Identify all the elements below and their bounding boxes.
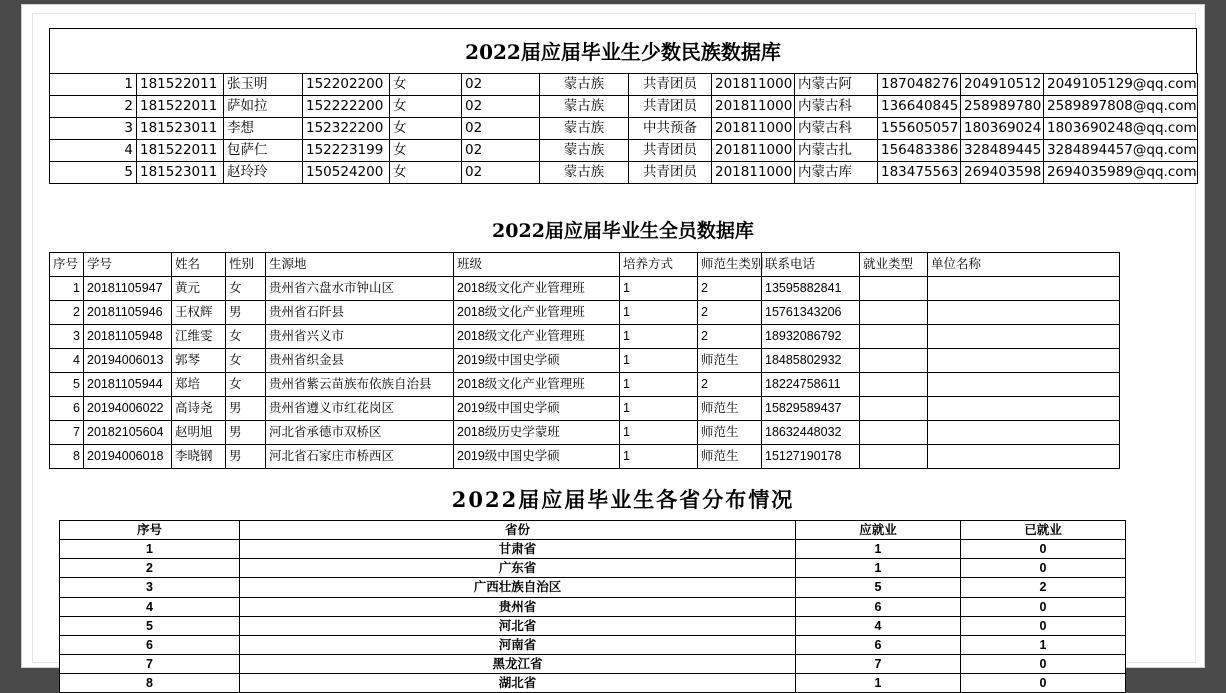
cell: 18224758611: [762, 373, 860, 397]
cell: 2589897808@qq.com: [1044, 96, 1198, 118]
cell: 1: [620, 445, 698, 469]
cell: 男: [226, 397, 266, 421]
cell: [928, 445, 1120, 469]
column-header: 序号: [60, 521, 240, 540]
cell: 女: [390, 118, 462, 140]
cell: 0: [961, 559, 1126, 578]
cell: 2019级中国史学硕: [454, 445, 620, 469]
cell: 2: [698, 277, 762, 301]
cell: 2018级文化产业管理班: [454, 301, 620, 325]
cell: 郑培: [172, 373, 226, 397]
cell: 02: [462, 96, 540, 118]
cell: [860, 301, 928, 325]
cell: 2018级文化产业管理班: [454, 325, 620, 349]
cell: 201811000: [712, 96, 795, 118]
cell: 1: [796, 540, 961, 559]
cell: [928, 301, 1120, 325]
cell: 2: [60, 559, 240, 578]
cell: 贵州省紫云苗族布依族自治县: [266, 373, 454, 397]
cell: [928, 373, 1120, 397]
cell: 6: [796, 635, 961, 654]
cell: 郭琴: [172, 349, 226, 373]
cell: 河北省承德市双桥区: [266, 421, 454, 445]
column-header: 培养方式: [620, 253, 698, 277]
cell: 蒙古族: [540, 162, 629, 184]
document-canvas: [32, 13, 1197, 690]
cell: 8: [60, 674, 240, 693]
cell: 181522011: [137, 140, 224, 162]
cell: 1: [50, 277, 84, 301]
cell: 贵州省遵义市红花岗区: [266, 397, 454, 421]
cell: 河北省: [240, 616, 796, 635]
cell: 李想: [224, 118, 303, 140]
cell: 156483386: [878, 140, 961, 162]
cell: 女: [226, 349, 266, 373]
cell: [928, 421, 1120, 445]
cell: 0: [961, 597, 1126, 616]
cell: 女: [390, 162, 462, 184]
cell: 包萨仁: [224, 140, 303, 162]
section3-title: 2022届应届毕业生各省分布情况: [451, 487, 795, 512]
cell: 15761343206: [762, 301, 860, 325]
cell: 江维雯: [172, 325, 226, 349]
cell: 女: [390, 74, 462, 96]
province-distribution-section: [59, 482, 1187, 693]
cell: [928, 277, 1120, 301]
cell: 2: [961, 578, 1126, 597]
cell: 蒙古族: [540, 96, 629, 118]
table-row: [60, 559, 1126, 578]
cell: 5: [50, 373, 84, 397]
column-header: 序号: [50, 253, 84, 277]
cell: 15127190178: [762, 445, 860, 469]
column-header: 生源地: [266, 253, 454, 277]
cell: 155605057: [878, 118, 961, 140]
cell: 5: [50, 162, 137, 184]
cell: 李晓钢: [172, 445, 226, 469]
cell: [860, 277, 928, 301]
section1-title: 2022届应届毕业生少数民族数据库: [49, 28, 1197, 73]
table-row: [50, 140, 1198, 162]
cell: 贵州省织金县: [266, 349, 454, 373]
cell: 152322200: [303, 118, 390, 140]
cell: 181523011: [137, 118, 224, 140]
cell: 2019级中国史学硕: [454, 397, 620, 421]
cell: 师范生: [698, 445, 762, 469]
cell: 师范生: [698, 421, 762, 445]
table-row: [50, 301, 1120, 325]
cell: 6: [796, 597, 961, 616]
cell: 中共预备: [629, 118, 712, 140]
column-header: 联系电话: [762, 253, 860, 277]
cell: 2: [50, 301, 84, 325]
cell: 4: [50, 349, 84, 373]
cell: 20182105604: [84, 421, 172, 445]
cell: 18485802932: [762, 349, 860, 373]
cell: 152222200: [303, 96, 390, 118]
cell: 张玉明: [224, 74, 303, 96]
cell: 1: [620, 421, 698, 445]
full-database-body: [50, 277, 1120, 469]
table-row: [50, 349, 1120, 373]
cell: 1: [60, 540, 240, 559]
minority-database-body: [50, 74, 1198, 184]
cell: 2: [698, 373, 762, 397]
cell: 1: [620, 325, 698, 349]
cell: 内蒙古科: [795, 118, 878, 140]
cell: 高诗尧: [172, 397, 226, 421]
cell: [928, 325, 1120, 349]
cell: 150524200: [303, 162, 390, 184]
cell: 183475563: [878, 162, 961, 184]
cell: 02: [462, 140, 540, 162]
cell: 2018级历史学蒙班: [454, 421, 620, 445]
cell: 1: [796, 674, 961, 693]
cell: 蒙古族: [540, 74, 629, 96]
table-row: [60, 597, 1126, 616]
cell: 13595882841: [762, 277, 860, 301]
cell: 20194006018: [84, 445, 172, 469]
full-database-head: [50, 253, 1120, 277]
full-database-section: [49, 210, 1197, 469]
table-header-row: [60, 521, 1126, 540]
cell: 共青团员: [629, 162, 712, 184]
cell: 广西壮族自治区: [240, 578, 796, 597]
cell: 02: [462, 74, 540, 96]
column-header: 姓名: [172, 253, 226, 277]
cell: 黑龙江省: [240, 654, 796, 673]
table-row: [50, 373, 1120, 397]
cell: 蒙古族: [540, 140, 629, 162]
cell: 2019级中国史学硕: [454, 349, 620, 373]
cell: 0: [961, 540, 1126, 559]
cell: 1: [620, 277, 698, 301]
cell: 3: [50, 118, 137, 140]
table-row: [50, 74, 1198, 96]
section2-title: 2022届应届毕业生全员数据库: [492, 220, 754, 242]
cell: 201811000: [712, 140, 795, 162]
cell: 男: [226, 421, 266, 445]
table-row: [50, 96, 1198, 118]
cell: 2: [698, 325, 762, 349]
cell: 4: [796, 616, 961, 635]
table-row: [50, 162, 1198, 184]
cell: 内蒙古阿: [795, 74, 878, 96]
table-row: [50, 118, 1198, 140]
cell: 1: [620, 349, 698, 373]
cell: 02: [462, 118, 540, 140]
cell: 7: [50, 421, 84, 445]
cell: 共青团员: [629, 96, 712, 118]
cell: [860, 397, 928, 421]
cell: 1: [961, 635, 1126, 654]
cell: 赵玲玲: [224, 162, 303, 184]
cell: 1: [50, 74, 137, 96]
cell: 贵州省石阡县: [266, 301, 454, 325]
cell: 152202200: [303, 74, 390, 96]
cell: [860, 349, 928, 373]
cell: 180369024: [961, 118, 1044, 140]
cell: 女: [226, 373, 266, 397]
cell: 187048276: [878, 74, 961, 96]
province-distribution-table: [59, 520, 1126, 693]
cell: 204910512: [961, 74, 1044, 96]
table-row: [60, 654, 1126, 673]
province-distribution-head: [60, 521, 1126, 540]
cell: 02: [462, 162, 540, 184]
cell: 15829589437: [762, 397, 860, 421]
column-header: 已就业: [961, 521, 1126, 540]
table-header-row: [50, 253, 1120, 277]
cell: 201811000: [712, 118, 795, 140]
cell: 2694035989@qq.com: [1044, 162, 1198, 184]
cell: 3: [60, 578, 240, 597]
cell: 师范生: [698, 397, 762, 421]
cell: 20181105944: [84, 373, 172, 397]
cell: 贵州省六盘水市钟山区: [266, 277, 454, 301]
cell: 20181105946: [84, 301, 172, 325]
cell: 1: [620, 373, 698, 397]
column-header: 就业类型: [860, 253, 928, 277]
table-row: [50, 325, 1120, 349]
cell: 女: [226, 277, 266, 301]
cell: 2: [698, 301, 762, 325]
cell: 18632448032: [762, 421, 860, 445]
cell: 赵明旭: [172, 421, 226, 445]
cell: 0: [961, 674, 1126, 693]
table-row: [50, 397, 1120, 421]
cell: 269403598: [961, 162, 1044, 184]
cell: 201811000: [712, 162, 795, 184]
cell: [928, 349, 1120, 373]
cell: 0: [961, 616, 1126, 635]
table-row: [60, 540, 1126, 559]
cell: 3: [50, 325, 84, 349]
cell: 181523011: [137, 162, 224, 184]
minority-database-table: [49, 73, 1198, 184]
cell: 20181105947: [84, 277, 172, 301]
table-row: [50, 445, 1120, 469]
column-header: 师范生类别: [698, 253, 762, 277]
cell: 7: [796, 654, 961, 673]
table-row: [60, 635, 1126, 654]
province-distribution-body: [60, 540, 1126, 693]
full-database-table: [49, 252, 1120, 469]
column-header: 应就业: [796, 521, 961, 540]
cell: 2: [50, 96, 137, 118]
cell: 湖北省: [240, 674, 796, 693]
column-header: 性别: [226, 253, 266, 277]
cell: 共青团员: [629, 74, 712, 96]
column-header: 省份: [240, 521, 796, 540]
cell: 王权辉: [172, 301, 226, 325]
cell: 20194006013: [84, 349, 172, 373]
column-header: 班级: [454, 253, 620, 277]
cell: 河北省石家庄市桥西区: [266, 445, 454, 469]
cell: 男: [226, 445, 266, 469]
cell: 1803690248@qq.com: [1044, 118, 1198, 140]
cell: [860, 445, 928, 469]
cell: 1: [620, 301, 698, 325]
cell: 5: [60, 616, 240, 635]
cell: 内蒙古库: [795, 162, 878, 184]
cell: 甘肃省: [240, 540, 796, 559]
cell: 女: [226, 325, 266, 349]
cell: 2049105129@qq.com: [1044, 74, 1198, 96]
cell: 女: [390, 96, 462, 118]
cell: [860, 373, 928, 397]
column-header: 学号: [84, 253, 172, 277]
table-row: [60, 578, 1126, 597]
cell: 2018级文化产业管理班: [454, 373, 620, 397]
cell: 18932086792: [762, 325, 860, 349]
column-header: 单位名称: [928, 253, 1120, 277]
cell: 181522011: [137, 96, 224, 118]
table-row: [50, 277, 1120, 301]
cell: 152223199: [303, 140, 390, 162]
table-row: [60, 674, 1126, 693]
cell: 4: [50, 140, 137, 162]
cell: 广东省: [240, 559, 796, 578]
cell: 7: [60, 654, 240, 673]
cell: 黄元: [172, 277, 226, 301]
cell: 男: [226, 301, 266, 325]
cell: 258989780: [961, 96, 1044, 118]
cell: 2018级文化产业管理班: [454, 277, 620, 301]
cell: 师范生: [698, 349, 762, 373]
cell: 8: [50, 445, 84, 469]
cell: 20194006022: [84, 397, 172, 421]
cell: 内蒙古扎: [795, 140, 878, 162]
table-row: [50, 421, 1120, 445]
cell: 5: [796, 578, 961, 597]
cell: 萨如拉: [224, 96, 303, 118]
cell: 蒙古族: [540, 118, 629, 140]
cell: 201811000: [712, 74, 795, 96]
cell: [860, 421, 928, 445]
cell: [860, 325, 928, 349]
cell: 共青团员: [629, 140, 712, 162]
cell: [928, 397, 1120, 421]
cell: 3284894457@qq.com: [1044, 140, 1198, 162]
cell: 1: [796, 559, 961, 578]
cell: 6: [50, 397, 84, 421]
cell: 贵州省兴义市: [266, 325, 454, 349]
cell: 河南省: [240, 635, 796, 654]
cell: 181522011: [137, 74, 224, 96]
document-page: [22, 5, 1204, 690]
cell: 0: [961, 654, 1126, 673]
minority-database-section: [49, 28, 1197, 184]
cell: 内蒙古科: [795, 96, 878, 118]
cell: 6: [60, 635, 240, 654]
cell: 贵州省: [240, 597, 796, 616]
cell: 1: [620, 397, 698, 421]
cell: 女: [390, 140, 462, 162]
cell: 20181105948: [84, 325, 172, 349]
table-row: [60, 616, 1126, 635]
cell: 328489445: [961, 140, 1044, 162]
cell: 4: [60, 597, 240, 616]
cell: 136640845: [878, 96, 961, 118]
